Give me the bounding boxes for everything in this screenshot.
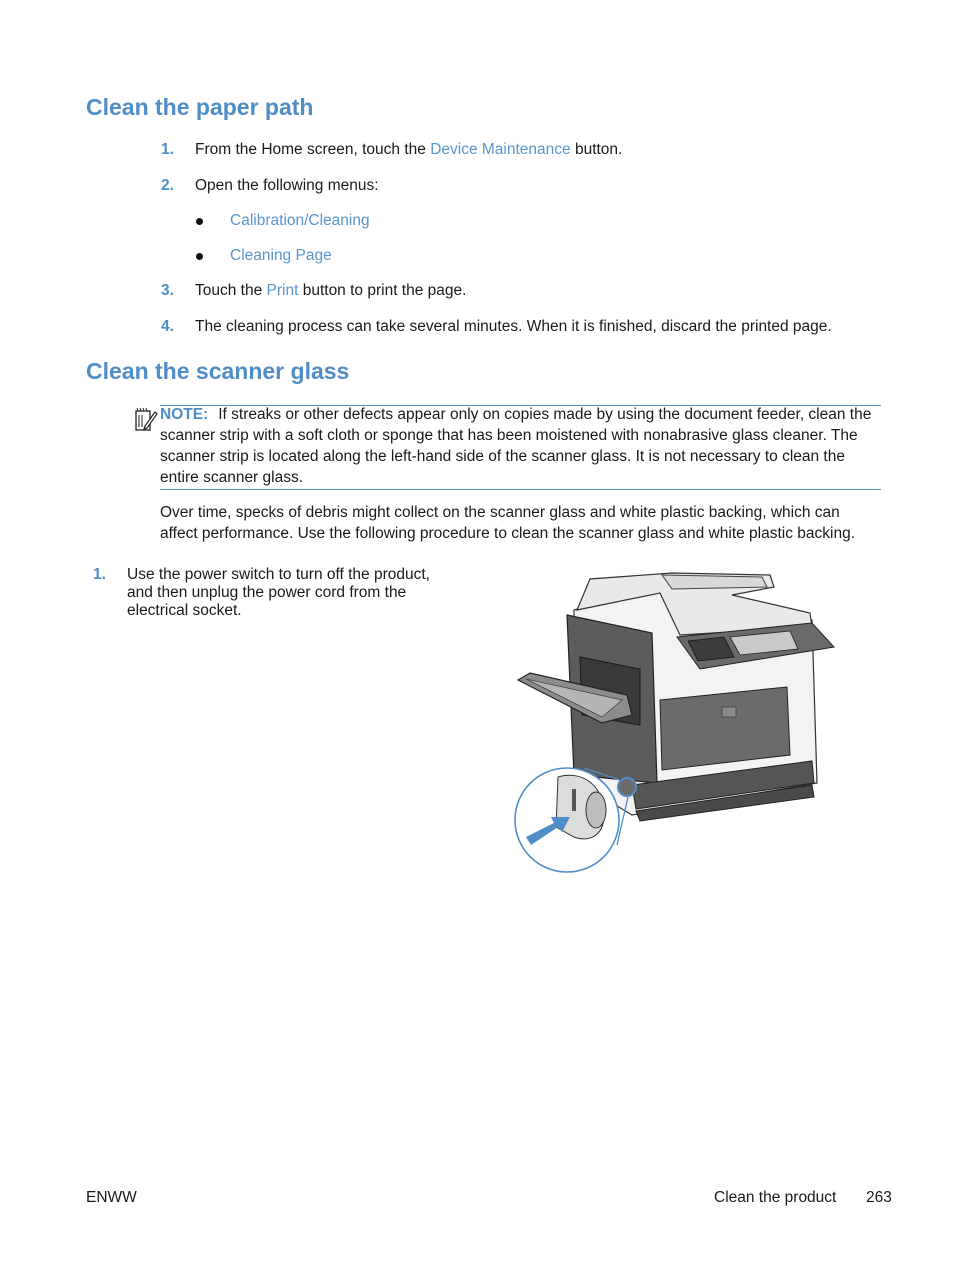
step-text-post: button. xyxy=(570,141,623,158)
footer-left: ENWW xyxy=(86,1189,137,1206)
step-number: 3. xyxy=(161,282,174,299)
footer-section: Clean the product xyxy=(714,1189,837,1206)
step-text-post: button to print the page. xyxy=(298,282,467,299)
step-number: 1. xyxy=(161,141,174,158)
section-title-paper-path: Clean the paper path xyxy=(86,94,314,120)
footer-page-number: 263 xyxy=(866,1189,892,1206)
step-text xyxy=(195,140,622,160)
note-label: NOTE: xyxy=(160,406,209,423)
step-text-pre: Touch the xyxy=(195,282,267,299)
section-title-scanner-glass: Clean the scanner glass xyxy=(86,358,350,384)
printer-illustration xyxy=(512,565,842,875)
intro-paragraph: Over time, specks of debris might collect on the scanner glass and white plastic backing, which can affect performance. Use the following procedure to clean the scanner glass and white plastic backing. xyxy=(160,504,856,542)
note-box xyxy=(160,404,881,488)
step-text: Open the following menus: xyxy=(195,177,379,194)
cleaning-page-link[interactable]: Cleaning Page xyxy=(230,247,332,264)
device-maintenance-link[interactable]: Device Maintenance xyxy=(430,141,571,158)
step-text xyxy=(195,281,466,301)
bullet-icon xyxy=(196,218,203,225)
note-bottom-rule xyxy=(160,489,881,490)
note-icon xyxy=(134,406,158,432)
step-text: Use the power switch to turn off the product, and then unplug the power cord from the electrical socket. xyxy=(127,566,430,619)
step-number: 1. xyxy=(93,566,106,583)
print-link[interactable]: Print xyxy=(266,282,299,299)
step-number: 2. xyxy=(161,177,174,194)
note-text: If streaks or other defects appear only on copies made by using the document feeder, clean the scanner strip with a soft cloth or sponge that has been moistened with nonabrasive glass cleaner. The scanner strip is located along the left-hand side of the scanner glass. It is not necessary to clean the entire scanner glass. xyxy=(160,406,872,486)
step-text: The cleaning process can take several minutes. When it is finished, discard the printed page. xyxy=(195,318,832,335)
step-number: 4. xyxy=(161,318,174,335)
bullet-icon xyxy=(196,253,203,260)
step-text-pre: From the Home screen, touch the xyxy=(195,141,431,158)
calibration-cleaning-link[interactable]: Calibration/Cleaning xyxy=(230,212,370,229)
